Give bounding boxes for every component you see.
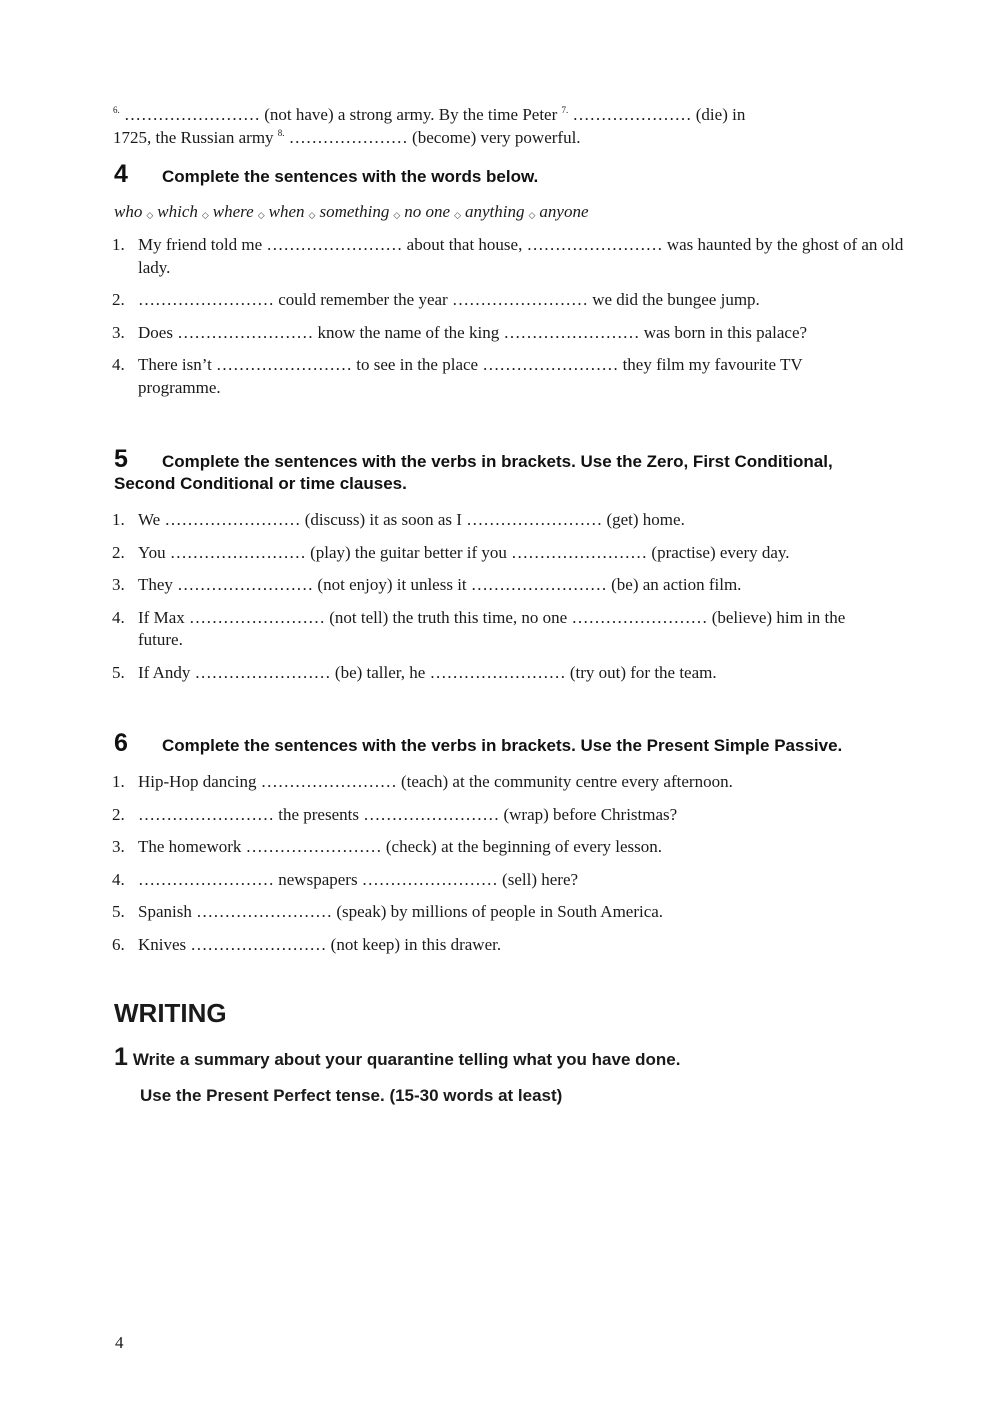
- list-item: [112, 934, 932, 957]
- word-bank-item: anyone: [539, 202, 589, 221]
- exercise-instruction: Complete the sentences with the words below.: [162, 167, 539, 186]
- item-text: …………………… the presents …………………… (wrap) before Christmas?: [138, 804, 678, 824]
- word-separator: ◇: [146, 210, 154, 220]
- item-text: The homework …………………… (check) at the beginning of every lesson.: [138, 837, 663, 856]
- exercise-4-heading: [114, 160, 538, 189]
- question-text: Write a summary about your quarantine telling what you have done.: [132, 1050, 681, 1069]
- item-text: Does …………………… know the name of the king …………………… was born in this palace?: [138, 322, 808, 342]
- word-bank-item: when: [268, 202, 305, 221]
- item-number: 2.: [112, 804, 125, 824]
- word-bank-item: where: [212, 202, 254, 221]
- list-item: [112, 509, 932, 532]
- blank-number-7: 7.: [561, 105, 569, 115]
- word-separator: ◇: [454, 210, 461, 220]
- exercise-instruction: Complete the sentences with the verbs in brackets. Use the Present Simple Passive.: [162, 736, 843, 755]
- exercise-6-heading: [114, 729, 842, 758]
- item-number: 1.: [112, 510, 125, 529]
- list-item: [112, 234, 932, 279]
- exercise-6-list: [112, 771, 932, 956]
- list-item: [112, 289, 932, 312]
- list-item: [112, 836, 932, 859]
- writing-section-title: WRITING: [114, 998, 227, 1028]
- word-separator: ◇: [308, 210, 316, 220]
- item-number: 5.: [112, 902, 125, 921]
- intro-text: …………………… (not have) a strong army. By the time Peter: [119, 105, 562, 124]
- item-number: 4.: [112, 355, 125, 374]
- item-number: 6.: [112, 934, 125, 954]
- list-item: [112, 804, 932, 827]
- item-number: 4.: [112, 869, 125, 889]
- item-text: If Andy …………………… (be) taller, he …………………… (try out) for the team.: [138, 662, 717, 682]
- item-number: 3.: [112, 837, 125, 856]
- page-number: 4: [115, 1333, 124, 1352]
- list-item: [112, 771, 932, 794]
- list-item: [112, 607, 868, 652]
- item-number: 4.: [112, 607, 125, 627]
- list-item: [112, 662, 932, 685]
- list-item: [112, 869, 932, 892]
- blank-number-6: 6.: [113, 105, 120, 115]
- item-text: Spanish …………………… (speak) by millions of people in South America.: [138, 902, 664, 921]
- item-text: They …………………… (not enjoy) it unless it …………………… (be) an action film.: [138, 575, 742, 594]
- item-text: There isn’t …………………… to see in the place …………………… they film my favourite TV programme.: [138, 355, 803, 397]
- intro-line-2: [113, 127, 581, 151]
- intro-text: ………………… (become) very powerful.: [284, 128, 581, 147]
- item-text: My friend told me …………………… about that house, …………………… was haunted by the ghost of an old lady.: [138, 235, 904, 277]
- item-text: You …………………… (play) the guitar better if you …………………… (practise) every day.: [138, 542, 790, 562]
- list-item: [112, 901, 932, 924]
- exercise-number: 4: [114, 160, 128, 188]
- writing-question-cont: Use the Present Perfect tense. (15-30 words at least): [140, 1086, 563, 1105]
- word-bank: [114, 202, 589, 222]
- word-separator: ◇: [393, 210, 401, 220]
- exercise-5-list: [112, 509, 932, 684]
- list-item: [112, 542, 932, 565]
- exercise-instruction: Complete the sentences with the verbs in brackets. Use the Zero, First Conditional,: [162, 452, 833, 471]
- intro-text: ………………… (die) in: [568, 105, 746, 124]
- intro-text: 1725, the Russian army: [113, 128, 278, 147]
- list-item: [112, 322, 932, 345]
- item-number: 3.: [112, 322, 125, 342]
- item-text: Hip-Hop dancing …………………… (teach) at the community centre every afternoon.: [138, 772, 733, 791]
- word-separator: ◇: [528, 210, 536, 220]
- exercise-number: 6: [114, 729, 128, 757]
- exercise-instruction-cont: Second Conditional or time clauses.: [114, 474, 407, 493]
- item-number: 1.: [112, 235, 125, 254]
- item-text: Knives …………………… (not keep) in this drawer.: [138, 934, 502, 954]
- word-bank-item: something: [319, 202, 390, 221]
- blank-number-8: 8.: [277, 128, 285, 138]
- question-number: 1: [114, 1043, 128, 1071]
- item-text: …………………… newspapers …………………… (sell) here?: [138, 869, 579, 889]
- word-separator: ◇: [201, 210, 209, 220]
- item-number: 3.: [112, 575, 125, 594]
- list-item: [112, 574, 932, 597]
- item-number: 1.: [112, 772, 125, 791]
- exercise-4-list: [112, 234, 932, 399]
- word-bank-item: which: [157, 202, 198, 221]
- item-text: If Max …………………… (not tell) the truth this time, no one …………………… (believe) him in the future.: [138, 607, 846, 649]
- list-item: [112, 354, 878, 399]
- word-bank-item: anything: [464, 202, 525, 221]
- word-bank-item: no one: [404, 202, 451, 221]
- writing-question: [114, 1043, 680, 1072]
- item-text: We …………………… (discuss) it as soon as I …………………… (get) home.: [138, 510, 685, 529]
- intro-line-1: [113, 104, 745, 128]
- exercise-5-heading: [114, 445, 833, 494]
- exercise-number: 5: [114, 445, 128, 473]
- word-separator: ◇: [257, 210, 265, 220]
- item-text: …………………… could remember the year …………………… we did the bungee jump.: [138, 290, 760, 309]
- item-number: 2.: [112, 290, 125, 309]
- word-bank-item: who: [114, 202, 143, 221]
- item-number: 5.: [112, 662, 125, 682]
- item-number: 2.: [112, 542, 125, 562]
